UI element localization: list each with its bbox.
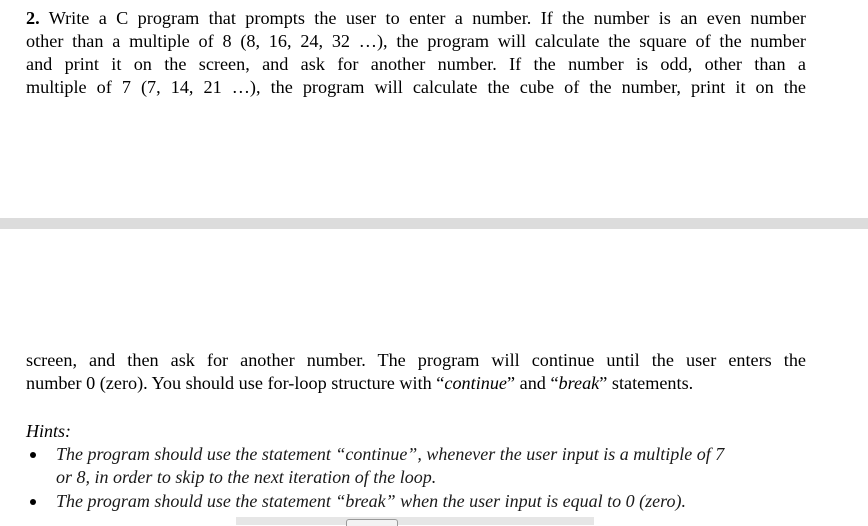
- bullet-icon: [30, 452, 36, 458]
- question-line-2: other than a multiple of 8 (8, 16, 24, 32 …), the program will calculate the square of the number: [26, 31, 806, 51]
- question-paragraph-part-1: [26, 7, 806, 99]
- hint-1-line-1: The program should use the statement “continue”, whenever the user input is a multiple of 7: [56, 444, 725, 464]
- question-number: 2.: [26, 8, 40, 28]
- document-page-2: [0, 229, 868, 525]
- bullet-icon: [30, 499, 36, 505]
- hints-heading: Hints:: [26, 421, 71, 441]
- document-page-1: [0, 0, 868, 218]
- question-line-3: and print it on the screen, and ask for another number. If the number is odd, other than a: [26, 54, 806, 74]
- question-paragraph-part-2: [26, 349, 806, 395]
- break-keyword: break: [558, 373, 600, 393]
- question-line-4: multiple of 7 (7, 14, 21 …), the program will calculate the cube of the number, print it on the: [26, 77, 806, 97]
- question-line-1: 2. Write a C program that prompts the user to enter a number. If the number is an even number: [26, 8, 806, 28]
- page-separator: [0, 218, 868, 229]
- hint-1-line-2: or 8, in order to skip to the next iteration of the loop.: [56, 467, 437, 487]
- question-line-5: screen, and then ask for another number. The program will continue until the user enters the: [26, 350, 806, 370]
- question-line-6: number 0 (zero). You should use for-loop structure with “continue” and “break” statements.: [26, 373, 694, 393]
- hint-2-line-1: The program should use the statement “break” when the user input is equal to 0 (zero).: [56, 491, 686, 511]
- continue-keyword: continue: [444, 373, 508, 393]
- hint-item-2: [26, 490, 816, 513]
- hint-item-1: [26, 443, 816, 489]
- horizontal-scrollbar[interactable]: [236, 517, 594, 525]
